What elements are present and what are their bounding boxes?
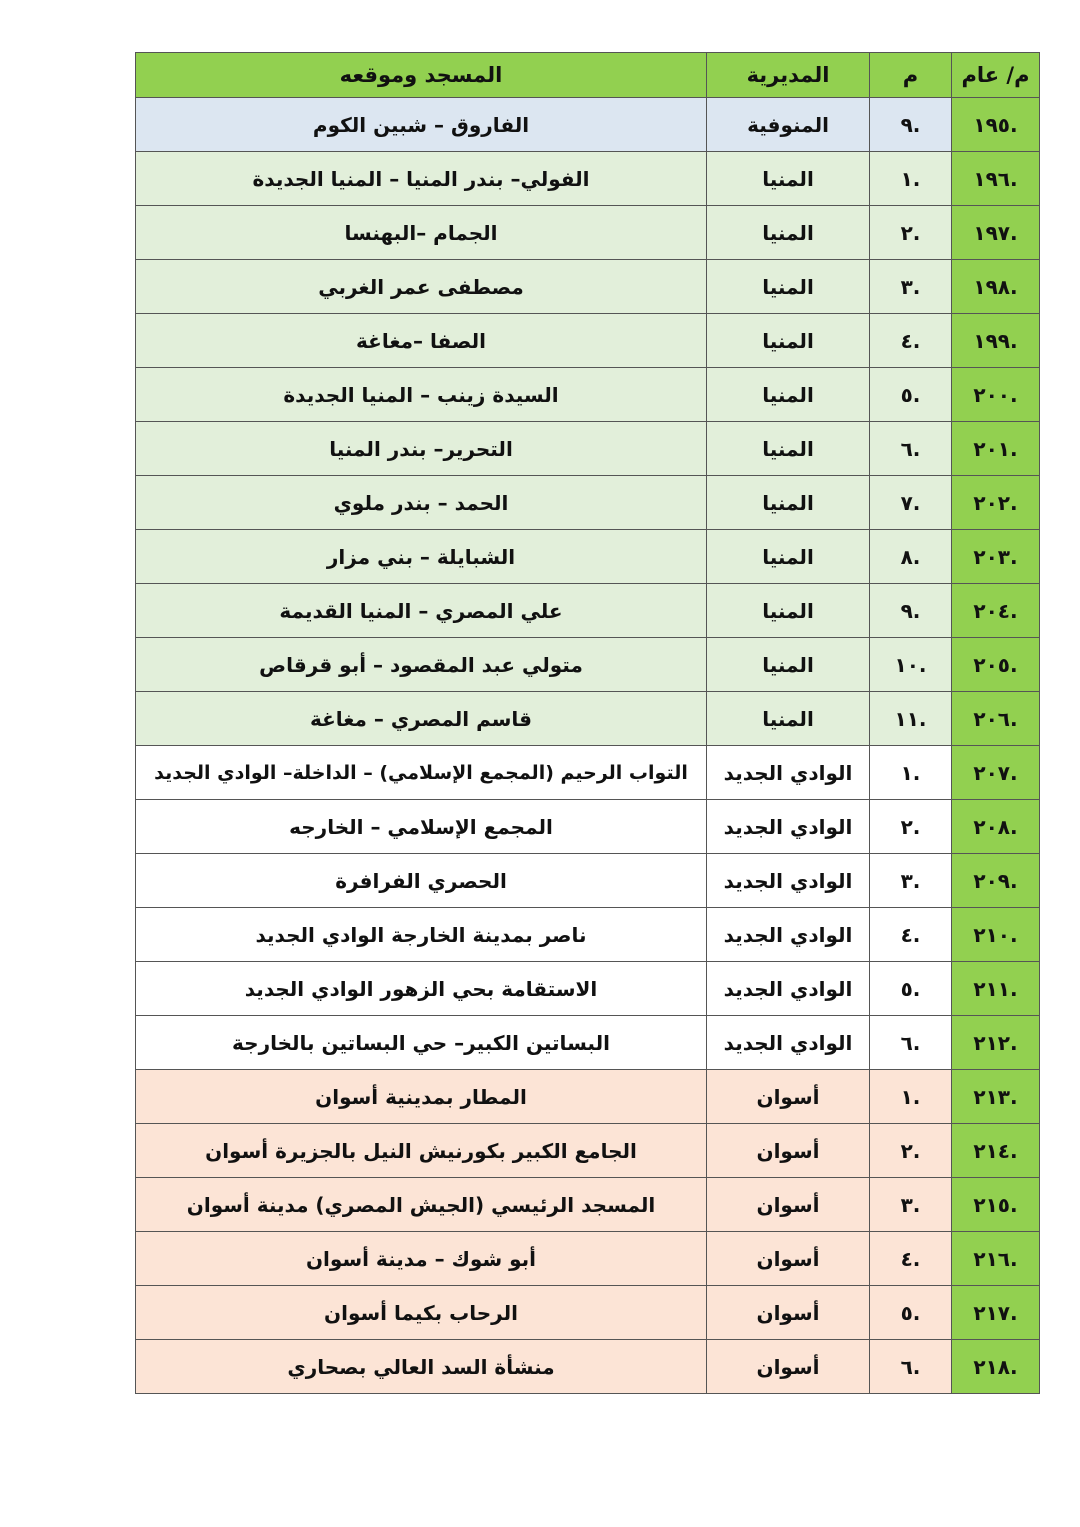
table-header-row [136, 53, 1040, 98]
mosque-cell: منشأة السد العالي بصحاري [136, 1340, 707, 1394]
mosques-table [135, 52, 1040, 1394]
table-row [136, 1340, 1040, 1394]
mosque-cell: الرحاب بكيما أسوان [136, 1286, 707, 1340]
num-cell: .٢ [870, 1124, 952, 1178]
num-cell: .٢ [870, 206, 952, 260]
num-cell: .٤ [870, 1232, 952, 1286]
num-cell: .٩ [870, 98, 952, 152]
table-row [136, 1178, 1040, 1232]
num-cell: .٣ [870, 260, 952, 314]
directorate-cell: أسوان [707, 1232, 870, 1286]
directorate-cell: المنيا [707, 692, 870, 746]
mosque-cell: البساتين الكبير– حي البساتين بالخارجة [136, 1016, 707, 1070]
table-row [136, 314, 1040, 368]
table-row [136, 584, 1040, 638]
general-num-cell: .٢١١ [952, 962, 1040, 1016]
num-cell: .٦ [870, 1016, 952, 1070]
num-cell: .٨ [870, 530, 952, 584]
general-num-cell: .٢٠٥ [952, 638, 1040, 692]
num-cell: .٣ [870, 1178, 952, 1232]
mosque-cell: الحمد – بندر ملوي [136, 476, 707, 530]
table-row [136, 260, 1040, 314]
num-cell: .٢ [870, 800, 952, 854]
num-cell: .٥ [870, 368, 952, 422]
table-row [136, 800, 1040, 854]
table-row [136, 746, 1040, 800]
directorate-cell: المنيا [707, 422, 870, 476]
num-cell: .٤ [870, 314, 952, 368]
mosque-cell: المجمع الإسلامي – الخارجه [136, 800, 707, 854]
directorate-cell: المنيا [707, 638, 870, 692]
num-cell: .١٠ [870, 638, 952, 692]
mosque-cell: التحرير– بندر المنيا [136, 422, 707, 476]
table-row [136, 206, 1040, 260]
num-cell: .٤ [870, 908, 952, 962]
header-num: م [870, 53, 952, 98]
num-cell: .٧ [870, 476, 952, 530]
header-mosque: المسجد وموقعه [136, 53, 707, 98]
table-row [136, 854, 1040, 908]
general-num-cell: .٢١٧ [952, 1286, 1040, 1340]
directorate-cell: أسوان [707, 1340, 870, 1394]
table-row [136, 692, 1040, 746]
directorate-cell: الوادي الجديد [707, 800, 870, 854]
directorate-cell: أسوان [707, 1178, 870, 1232]
directorate-cell: المنيا [707, 530, 870, 584]
directorate-cell: المنيا [707, 368, 870, 422]
num-cell: .٣ [870, 854, 952, 908]
general-num-cell: .١٩٩ [952, 314, 1040, 368]
num-cell: .١ [870, 152, 952, 206]
mosque-cell: الفاروق – شبين الكوم [136, 98, 707, 152]
general-num-cell: .١٩٧ [952, 206, 1040, 260]
general-num-cell: .١٩٨ [952, 260, 1040, 314]
num-cell: .٦ [870, 422, 952, 476]
general-num-cell: .٢١٥ [952, 1178, 1040, 1232]
directorate-cell: الوادي الجديد [707, 746, 870, 800]
general-num-cell: .١٩٥ [952, 98, 1040, 152]
general-num-cell: .٢١٤ [952, 1124, 1040, 1178]
num-cell: .٩ [870, 584, 952, 638]
table-row [136, 422, 1040, 476]
table-row [136, 152, 1040, 206]
table-row [136, 908, 1040, 962]
num-cell: .٦ [870, 1340, 952, 1394]
directorate-cell: الوادي الجديد [707, 962, 870, 1016]
table-row [136, 962, 1040, 1016]
mosque-cell: الجمام –البهنسا [136, 206, 707, 260]
mosque-cell: الصفا –مغاغة [136, 314, 707, 368]
directorate-cell: المنيا [707, 314, 870, 368]
table-row [136, 476, 1040, 530]
mosque-cell: التواب الرحيم (المجمع الإسلامي) – الداخلة– الوادي الجديد [136, 746, 707, 800]
table-row [136, 368, 1040, 422]
general-num-cell: .٢٠٣ [952, 530, 1040, 584]
mosque-cell: الفولي– بندر المنيا – المنيا الجديدة [136, 152, 707, 206]
header-directorate: المديرية [707, 53, 870, 98]
directorate-cell: المنيا [707, 206, 870, 260]
table-row [136, 530, 1040, 584]
general-num-cell: .٢٠٩ [952, 854, 1040, 908]
mosque-cell: قاسم المصري – مغاغة [136, 692, 707, 746]
general-num-cell: .٢٠٧ [952, 746, 1040, 800]
general-num-cell: .٢٠٠ [952, 368, 1040, 422]
general-num-cell: .٢٠١ [952, 422, 1040, 476]
general-num-cell: .١٩٦ [952, 152, 1040, 206]
directorate-cell: أسوان [707, 1286, 870, 1340]
general-num-cell: .٢١٦ [952, 1232, 1040, 1286]
num-cell: .١ [870, 746, 952, 800]
general-num-cell: .٢٠٢ [952, 476, 1040, 530]
directorate-cell: الوادي الجديد [707, 1016, 870, 1070]
directorate-cell: المنيا [707, 476, 870, 530]
general-num-cell: .٢٠٦ [952, 692, 1040, 746]
mosque-cell: الجامع الكبير بكورنيش النيل بالجزيرة أسوان [136, 1124, 707, 1178]
directorate-cell: أسوان [707, 1124, 870, 1178]
general-num-cell: .٢٠٨ [952, 800, 1040, 854]
header-general-num: م/ عام [952, 53, 1040, 98]
directorate-cell: المنيا [707, 260, 870, 314]
table-row [136, 1232, 1040, 1286]
table-row [136, 1286, 1040, 1340]
mosque-cell: المطار بمدينية أسوان [136, 1070, 707, 1124]
table-row [136, 1070, 1040, 1124]
mosque-cell: الاستقامة بحي الزهور الوادي الجديد [136, 962, 707, 1016]
num-cell: .١ [870, 1070, 952, 1124]
mosque-cell: أبو شوك – مدينة أسوان [136, 1232, 707, 1286]
general-num-cell: .٢١٨ [952, 1340, 1040, 1394]
table-row [136, 98, 1040, 152]
mosque-cell: ناصر بمدينة الخارجة الوادي الجديد [136, 908, 707, 962]
num-cell: .١١ [870, 692, 952, 746]
table-row [136, 638, 1040, 692]
table-row [136, 1016, 1040, 1070]
table-row [136, 1124, 1040, 1178]
num-cell: .٥ [870, 1286, 952, 1340]
directorate-cell: الوادي الجديد [707, 908, 870, 962]
directorate-cell: المنيا [707, 584, 870, 638]
mosque-cell: متولي عبد المقصود – أبو قرقاص [136, 638, 707, 692]
mosque-cell: الحصري الفرافرة [136, 854, 707, 908]
mosque-cell: الشبايلة – بني مزار [136, 530, 707, 584]
mosque-cell: مصطفى عمر الغربي [136, 260, 707, 314]
num-cell: .٥ [870, 962, 952, 1016]
general-num-cell: .٢٠٤ [952, 584, 1040, 638]
directorate-cell: المنوفية [707, 98, 870, 152]
directorate-cell: أسوان [707, 1070, 870, 1124]
general-num-cell: .٢١٣ [952, 1070, 1040, 1124]
mosque-cell: علي المصري – المنيا القديمة [136, 584, 707, 638]
directorate-cell: الوادي الجديد [707, 854, 870, 908]
general-num-cell: .٢١٠ [952, 908, 1040, 962]
directorate-cell: المنيا [707, 152, 870, 206]
general-num-cell: .٢١٢ [952, 1016, 1040, 1070]
mosque-cell: السيدة زينب – المنيا الجديدة [136, 368, 707, 422]
mosque-cell: المسجد الرئيسي (الجيش المصري) مدينة أسوان [136, 1178, 707, 1232]
